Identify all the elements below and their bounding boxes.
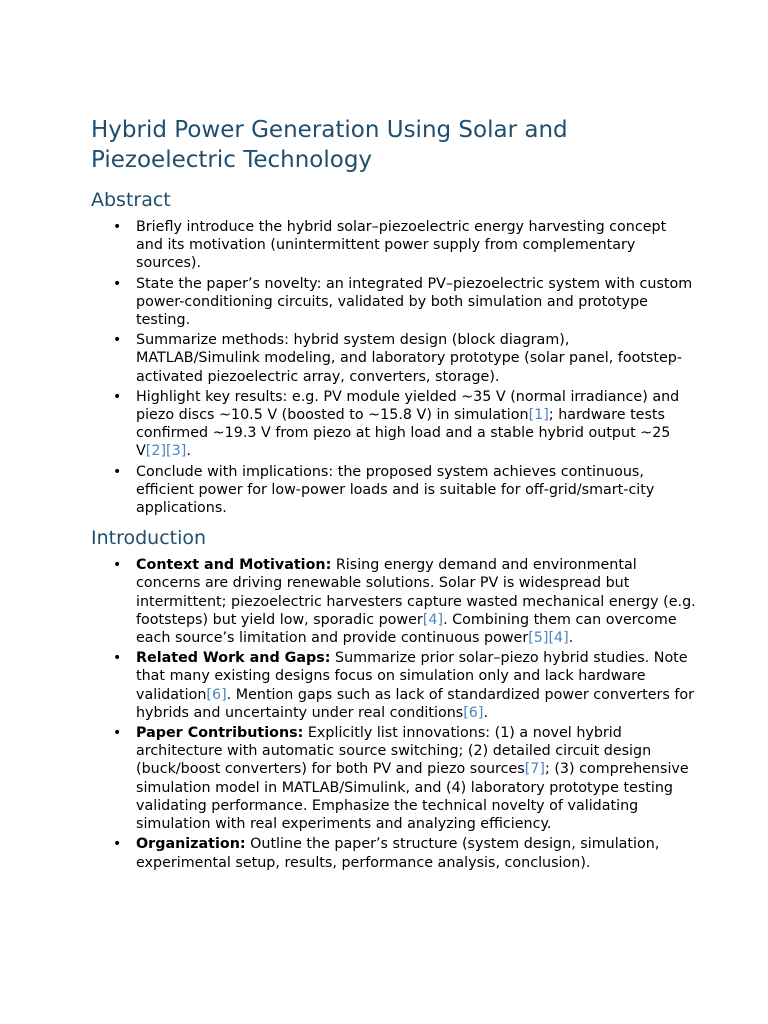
document-title: Hybrid Power Generation Using Solar and Piezoelectric Technology: [91, 117, 568, 173]
citation-link[interactable]: [7]: [524, 761, 545, 778]
introduction-item-text: Explicitly list innovations: (1) a novel hybrid architecture with automatic source switching; (2) detailed circuit design (buck/boost converters) for both PV and piezo sources: [136, 725, 652, 778]
abstract-list: [91, 218, 696, 517]
abstract-item-text: Conclude with implications: the proposed system achieves continuous, efficient power for low-power loads and is suitable for off-grid/smart-city applications.: [136, 463, 655, 517]
introduction-item: [136, 724, 696, 833]
citation-link[interactable]: [1]: [528, 407, 549, 424]
item-lead-label: Organization:: [136, 836, 246, 853]
abstract-item-text: State the paper’s novelty: an integrated PV–piezoelectric system with custom power-conditioning circuits, validated by both simulation and prototype testing.: [136, 275, 693, 329]
introduction-heading: Introduction: [91, 527, 207, 550]
citation-link[interactable]: [6]: [463, 704, 484, 721]
abstract-heading: Abstract: [91, 189, 171, 211]
abstract-item-text: Summarize methods: hybrid system design (block diagram), MATLAB/Simulink modeling, and laboratory prototype (solar panel, footstep-activated piezoelectric array, converters, storage).: [136, 332, 683, 385]
abstract-item: [136, 388, 696, 461]
citation-link[interactable]: [4]: [422, 611, 444, 628]
abstract-item-text: ; hardware tests confirmed ~19.3 V from piezo at high load and a stable hybrid output ~25 V: [136, 407, 671, 460]
citation-link[interactable]: [5]: [528, 630, 549, 647]
introduction-item-text: .: [483, 704, 489, 721]
item-lead-label: Context and Motivation:: [136, 557, 332, 574]
introduction-item-text: . Combining them can overcome each source’s limitation and provide continuous power: [136, 611, 677, 647]
abstract-item: [136, 331, 696, 386]
introduction-list: [91, 556, 696, 871]
introduction-item-text: ; (3) comprehensive simulation model in MATLAB/Simulink, and (4) laboratory prototype testing validating performance. Emphasize the technical novelty of validating simulation with real experiments and analyzing efficiency.: [136, 761, 689, 833]
abstract-item: [136, 218, 696, 273]
abstract-item-text: .: [186, 443, 191, 460]
abstract-item: [136, 463, 696, 518]
introduction-item: [136, 556, 696, 647]
item-lead-label: Related Work and Gaps:: [136, 650, 331, 667]
introduction-item-text: Summarize prior solar–piezo hybrid studies. Note that many existing designs focus on simulation only and lack hardware validation: [136, 650, 688, 703]
item-lead-label: Paper Contributions:: [136, 725, 304, 742]
abstract-item-text: Highlight key results: e.g. PV module yielded ~35 V (normal irradiance) and piezo discs ~10.5 V (boosted to ~15.8 V) in simulation: [136, 388, 680, 424]
citation-link[interactable]: [3]: [166, 443, 187, 460]
citation-link[interactable]: [6]: [206, 686, 227, 703]
introduction-item-text: .: [568, 630, 574, 647]
introduction-item-text: Rising energy demand and environmental concerns are driving renewable solutions. Solar PV is widespread but intermittent; piezoelectric harvesters capture wasted mechanical energy (e.g. footsteps) but yield low, sporadic power: [136, 557, 696, 628]
abstract-item: [136, 275, 696, 330]
introduction-item-text: . Mention gaps such as lack of standardized power converters for hybrids and uncertainty under real conditions: [136, 686, 695, 721]
abstract-item-text: Briefly introduce the hybrid solar–piezoelectric energy harvesting concept and its motivation (unintermittent power supply from complementary sources).: [136, 219, 667, 272]
citation-link[interactable]: [2]: [145, 443, 167, 460]
introduction-item: [136, 835, 696, 871]
citation-link[interactable]: [4]: [548, 630, 569, 647]
introduction-item: [136, 649, 696, 722]
introduction-item-text: Outline the paper’s structure (system design, simulation, experimental setup, results, performance analysis, conclusion).: [136, 836, 660, 871]
